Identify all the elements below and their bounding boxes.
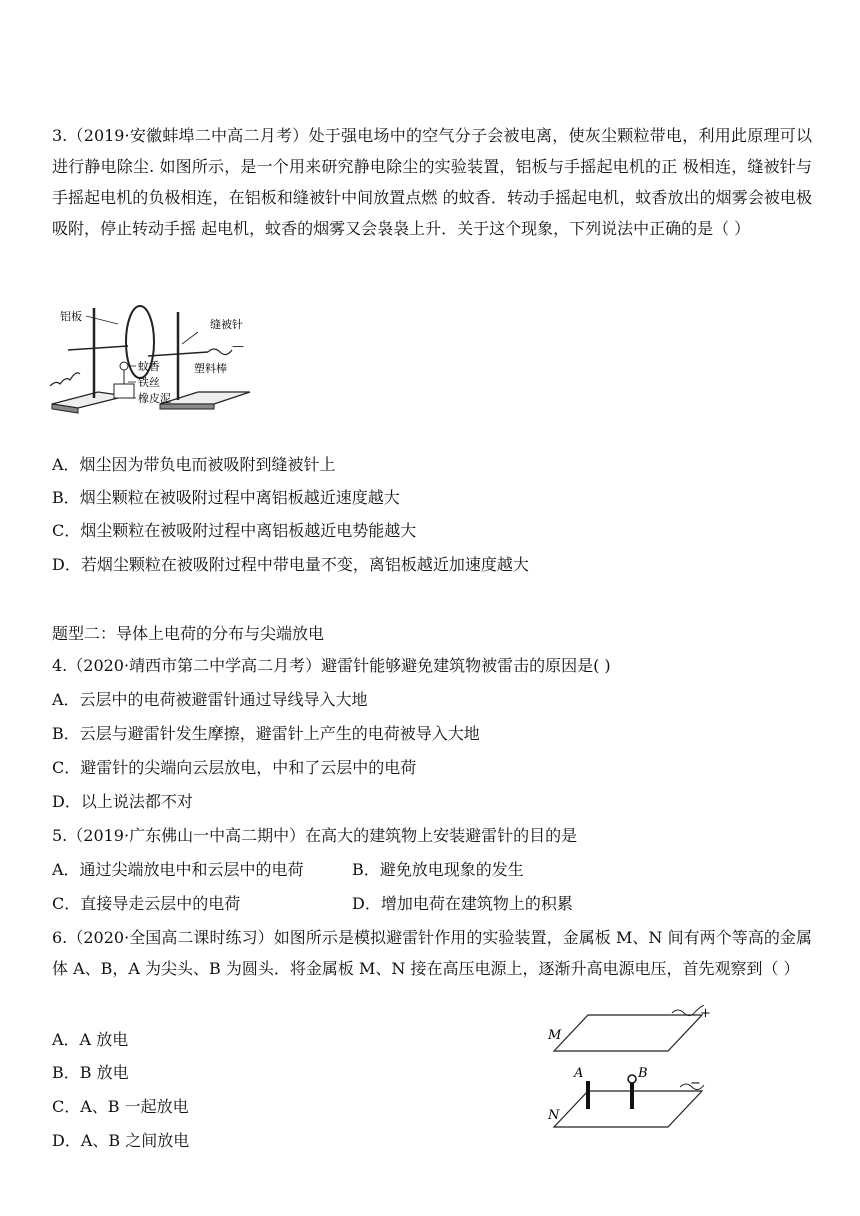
label-incense: 蚊香 — [138, 360, 160, 373]
clay-block — [114, 384, 134, 398]
precipitator-figure — [48, 300, 268, 418]
section-heading: 题型二：导体上电荷的分布与尖端放电 — [52, 624, 325, 643]
q6-option-b[interactable]: B．B 放电 — [52, 1063, 129, 1082]
q5-option-d[interactable]: D．增加电荷在建筑物上的积累 — [352, 894, 573, 913]
q5-option-b[interactable]: B．避免放电现象的发生 — [352, 860, 524, 879]
q3-option-c[interactable]: C．烟尘颗粒在被吸附过程中离铝板越近电势能越大 — [52, 521, 417, 540]
label-minus: — — [232, 339, 244, 353]
plate-m — [554, 1015, 702, 1051]
label-plastic-rod: 塑料棒 — [194, 362, 227, 375]
q3-option-d[interactable]: D．若烟尘颗粒在被吸附过程中带电量不变，离铝板越近加速度越大 — [52, 555, 529, 574]
plate-n — [554, 1091, 702, 1127]
label-b: B — [638, 1066, 648, 1081]
q3-option-b[interactable]: B．烟尘颗粒在被吸附过程中离铝板越近速度越大 — [52, 488, 400, 507]
right-base — [160, 392, 250, 404]
conductor-b-ball — [628, 1075, 636, 1083]
q3-stem: 3.（2019·安徽蚌埠二中高二月考）处于强电场中的空气分子会被电离，使灰尘颗粒带电，利用此原理可以进行静电除尘. 如图所示，是一个用来研究静电除尘的实验装置，铝板与手摇起电机的正 极相连，缝被针与手摇起电机的负极相连，在铝板和缝被针中间放置点燃 的蚊香．转动手摇起电机，蚊香放出的烟雾会被电极吸附，停止转动手摇 起电机，蚊香的烟雾又会袅袅上升．关于这个现象，下列说法中正确的是（ ） — [52, 126, 812, 238]
label-wire: 铁丝 — [138, 376, 160, 389]
q4-option-a[interactable]: A．云层中的电荷被避雷针通过导线导入大地 — [52, 690, 368, 709]
q6-stem: 6.（2020·全国高二课时练习）如图所示是模拟避雷针作用的实验装置，金属板 M、N 间有两个等高的金属体 A、B，A 为尖头、B 为圆头．将金属板 M、N 接在高压电源上，逐渐升高电源电压，首先观察到（ ） — [52, 928, 812, 978]
q4-option-c[interactable]: C．避雷针的尖端向云层放电，中和了云层中的电荷 — [52, 758, 417, 777]
label-minus: − — [690, 1076, 701, 1091]
label-m: M — [548, 1028, 562, 1043]
incense — [120, 362, 128, 370]
label-clay: 橡皮泥 — [138, 392, 171, 405]
clamp-arm — [68, 346, 128, 350]
q6-option-c[interactable]: C．A、B 一起放电 — [52, 1097, 189, 1116]
label-al-plate: 铝板 — [60, 310, 82, 323]
q6-option-a[interactable]: A．A 放电 — [52, 1030, 129, 1049]
label-a: A — [574, 1066, 584, 1081]
q4-option-d[interactable]: D．以上说法都不对 — [52, 792, 193, 811]
q5-stem: 5.（2019·广东佛山一中高二期中）在高大的建筑物上安装避雷针的目的是 — [52, 826, 578, 845]
lightning-rod-figure — [540, 1005, 720, 1155]
q3-option-a[interactable]: A．烟尘因为带负电而被吸附到缝被针上 — [52, 455, 336, 474]
q5-option-a[interactable]: A．通过尖端放电中和云层中的电荷 — [52, 860, 304, 879]
label-needle: 缝被针 — [210, 318, 243, 331]
label-n: N — [548, 1108, 560, 1123]
q4-stem: 4.（2020·靖西市第二中学高二月考）避雷针能够避免建筑物被雷击的原因是( ) — [52, 656, 611, 675]
q5-option-c[interactable]: C．直接导走云层中的电荷 — [52, 894, 241, 913]
q6-option-d[interactable]: D．A、B 之间放电 — [52, 1131, 190, 1150]
q4-option-b[interactable]: B．云层与避雷针发生摩擦，避雷针上产生的电荷被导入大地 — [52, 724, 480, 743]
left-wire — [50, 373, 80, 386]
label-plus: + — [700, 1006, 711, 1021]
